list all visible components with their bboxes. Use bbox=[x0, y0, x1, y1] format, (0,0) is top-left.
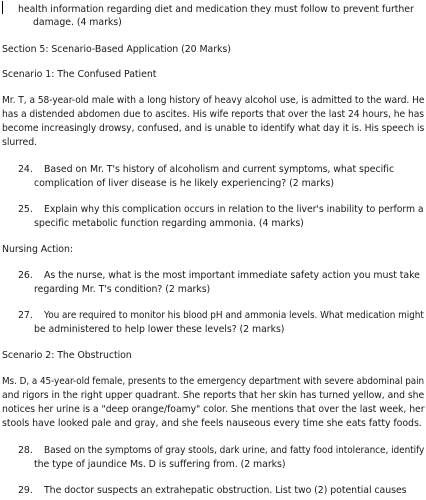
question-text: The doctor suspects an extrahepatic obstruction. List two (2) potential causes bbox=[44, 485, 407, 496]
question-text: Based on Mr. T's history of alcoholism and current symptoms, what specific bbox=[44, 164, 395, 175]
question-text: As the nurse, what is the most important immediate safety action you must take bbox=[44, 270, 420, 281]
scenario-1-paragraph-line: Mr. T, a 58-year-old male with a long history of heavy alcohol use, is admitted to the ward. He bbox=[2, 95, 425, 106]
scenario-2-paragraph-line: Ms. D, a 45-year-old female, presents to the emergency department with severe abdominal pain bbox=[2, 376, 425, 387]
question-text: You are required to monitor his blood pH and ammonia levels. What medication might bbox=[44, 310, 424, 321]
question-text-continuation: complication of liver disease is he likely experiencing? (2 marks) bbox=[34, 178, 334, 189]
nursing-action-heading: Nursing Action: bbox=[2, 244, 73, 255]
question-number: 24. bbox=[18, 164, 33, 175]
section-heading: Section 5: Scenario-Based Application (20 Marks) bbox=[2, 44, 231, 55]
scenario-2-paragraph-line: notices her urine is a "deep orange/foamy" color. She mentions that over the last week, her bbox=[2, 404, 425, 415]
scenario-1-paragraph-line: slurred. bbox=[2, 137, 38, 148]
question-23-continuation-line2: damage. (4 marks) bbox=[33, 17, 122, 28]
question-text-continuation: be administered to help lower these levels? (2 marks) bbox=[34, 324, 285, 335]
question-number: 26. bbox=[18, 270, 33, 281]
question-number: 27. bbox=[18, 310, 33, 321]
question-23-continuation-line1: health information regarding diet and medication they must follow to prevent further bbox=[18, 4, 414, 15]
scenario-1-title: Scenario 1: The Confused Patient bbox=[2, 69, 157, 80]
question-text-continuation: specific metabolic function regarding ammonia. (4 marks) bbox=[34, 218, 304, 229]
question-text: Explain why this complication occurs in relation to the liver's inability to perform a bbox=[44, 204, 424, 215]
question-number: 25. bbox=[18, 204, 33, 215]
question-text-continuation: the type of jaundice Ms. D is suffering from. (2 marks) bbox=[34, 459, 286, 470]
question-number: 28. bbox=[18, 445, 33, 456]
question-text-continuation: regarding Mr. T's condition? (2 marks) bbox=[34, 284, 211, 295]
scenario-1-paragraph-line: has a distended abdomen due to ascites. His wife reports that over the last 24 hours, he has bbox=[2, 109, 425, 120]
scenario-2-paragraph-line: stools have looked pale and gray, and she feels nauseous every time she eats fatty foods. bbox=[2, 418, 422, 429]
question-text: Based on the symptoms of gray stools, dark urine, and fatty food intolerance, identify bbox=[44, 445, 425, 456]
scenario-2-paragraph-line: and rigors in the right upper quadrant. She reports that her skin has turned yellow, and she bbox=[2, 390, 425, 401]
text-cursor bbox=[2, 1, 3, 14]
scenario-2-title: Scenario 2: The Obstruction bbox=[2, 350, 132, 361]
question-number: 29. bbox=[18, 485, 33, 496]
scenario-1-paragraph-line: become increasingly drowsy, confused, and is unable to identify what day it is. His speech is bbox=[2, 123, 425, 134]
